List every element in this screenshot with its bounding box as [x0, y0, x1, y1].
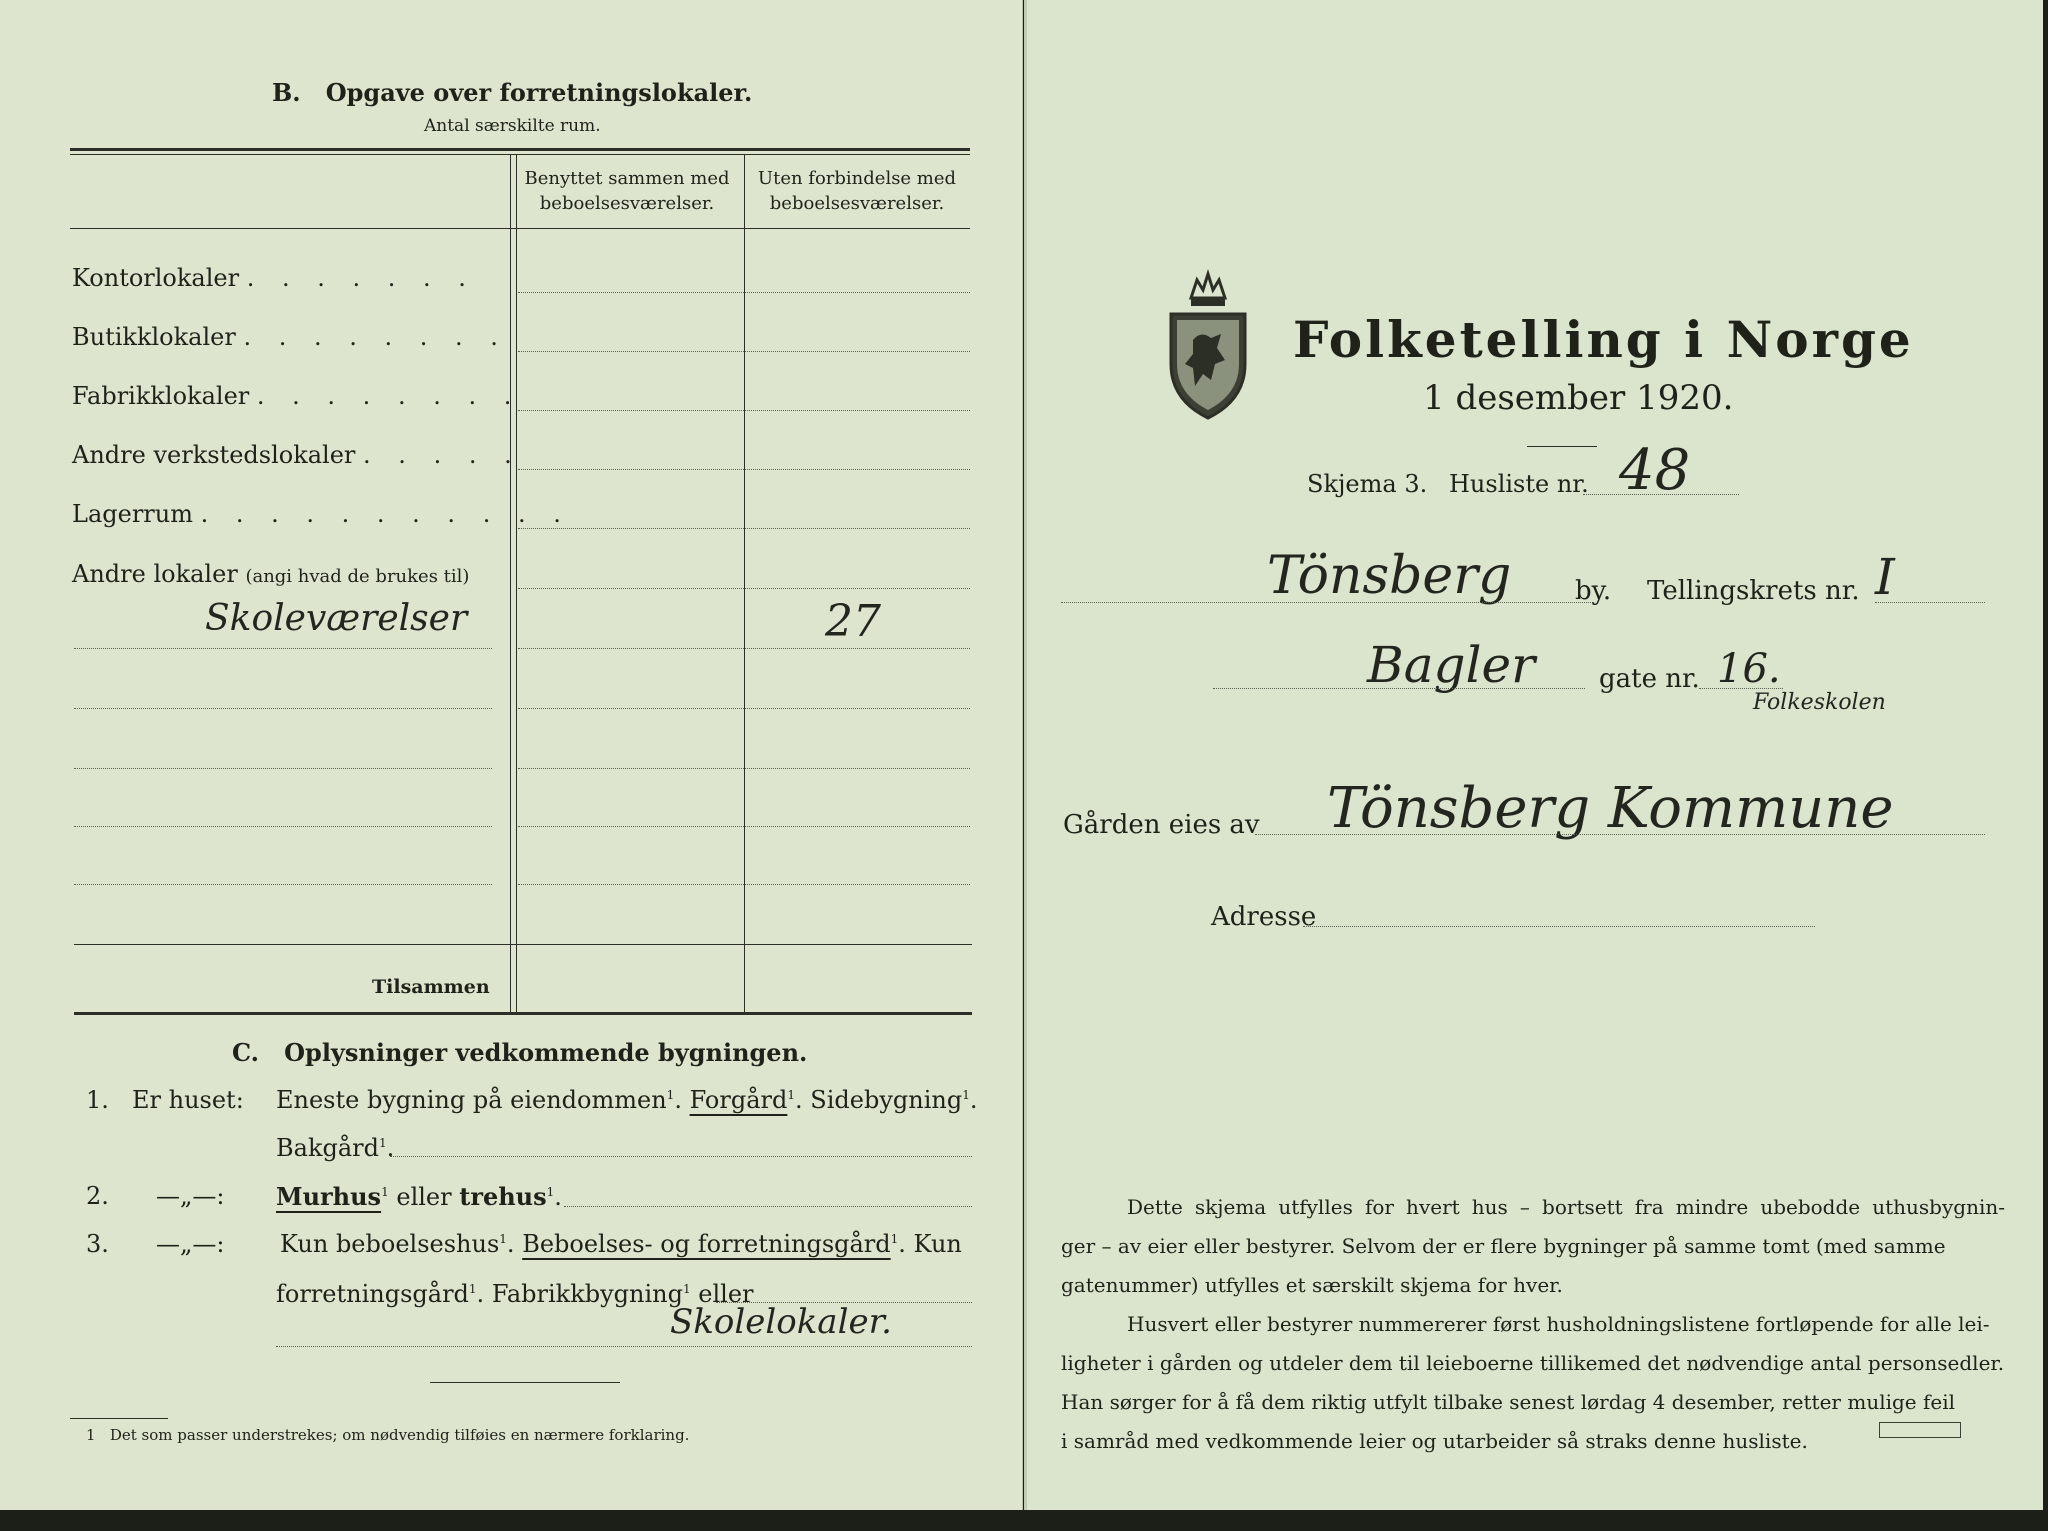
city-suffix: by.	[1575, 576, 1612, 606]
title-rule	[1527, 446, 1597, 447]
footnote-mark: 1	[381, 1185, 389, 1199]
left-page	[0, 0, 1023, 1510]
city-rule	[1061, 602, 1593, 603]
answer-rule	[564, 1206, 972, 1207]
column-header-2	[742, 168, 972, 214]
footnote-text: Det som passer understrekes; om nødvendig tilføies en nærmere forklaring.	[109, 1426, 690, 1444]
row-note: (angi hvad de brukes til)	[245, 566, 470, 587]
row-rule	[518, 469, 970, 470]
row-label: Fabrikklokaler	[72, 382, 250, 410]
question-2-label: —„—:	[156, 1182, 225, 1210]
row-fabrikklokaler	[72, 382, 521, 410]
footnote-mark: 1	[682, 1282, 691, 1296]
address-rule	[1303, 926, 1815, 927]
answer-rule	[390, 1156, 972, 1157]
instruction-line: ligheter i gården og utdeler dem til leieboerne tillikemed det nødvendige antal personsedler.	[1061, 1351, 2005, 1375]
row-rule	[518, 351, 970, 352]
instruction-line: i samråd med vedkommende leier og utarbeider så straks denne husliste.	[1061, 1429, 1808, 1453]
option-kun: Kun	[913, 1230, 962, 1258]
footnote-mark: 1	[787, 1088, 795, 1102]
column-header-2-line-1: Uten forbindelse med	[757, 168, 957, 189]
section-c-letter: C.	[232, 1038, 260, 1067]
row-rule	[518, 884, 970, 885]
row-rule	[518, 708, 970, 709]
question-1-label: Er huset:	[132, 1086, 244, 1114]
owner-handwritten: Tönsberg Kommune	[1327, 776, 1894, 841]
section-c-heading	[232, 1038, 807, 1067]
row-rule	[74, 826, 492, 827]
option-sidebygning: Sidebygning	[810, 1086, 963, 1114]
row-rule	[518, 528, 970, 529]
row-andre-verkstedslokaler	[72, 441, 522, 469]
other-count-handwritten: 27	[825, 596, 881, 647]
gate-number-handwritten: 16.	[1717, 646, 1781, 692]
question-3-number: 3.	[86, 1230, 109, 1258]
total-label: Tilsammen	[372, 976, 490, 998]
row-kontorlokaler	[72, 264, 476, 292]
leader-dots: . . . . .	[363, 441, 522, 469]
question-2-options: Murhus$^1$ eller trehus$^1$.	[276, 1182, 562, 1211]
question-1-options-line-2: Bakgård$^1$.	[276, 1134, 395, 1162]
form-title: Folketelling i Norge	[1293, 310, 1914, 369]
street-rule	[1213, 688, 1585, 689]
question-3-options: Kun beboelseshus$^1$. Beboelses- og forretningsgård$^1$. Kun	[280, 1230, 962, 1258]
section-end-rule	[430, 1382, 620, 1383]
other-entry-handwritten: Skoleværelser	[205, 598, 468, 639]
row-rule	[74, 648, 492, 649]
row-rule	[74, 708, 492, 709]
column-header-1-line-2: beboelsesværelser.	[539, 193, 715, 214]
husliste-label: Husliste nr.	[1449, 470, 1589, 498]
table-bottom-rule	[74, 1012, 972, 1015]
instruction-line: Dette skjema utfylles for hvert hus – bortsett fra mindre ubebodde uthusbygnin-	[1127, 1195, 2005, 1219]
footnote-mark: 1	[890, 1232, 899, 1246]
question-1-number: 1.	[86, 1086, 109, 1114]
option-separator: eller	[396, 1183, 452, 1211]
option-kun-beboelseshus: Kun beboelseshus	[280, 1230, 500, 1258]
row-rule	[518, 648, 970, 649]
row-rule	[518, 292, 970, 293]
footnote-rule	[70, 1418, 168, 1419]
krets-label: Tellingskrets nr.	[1647, 576, 1860, 606]
husliste-number-handwritten: 48	[1619, 438, 1691, 503]
building-type-handwritten: Skolelokaler.	[670, 1302, 892, 1342]
footnote-number: 1	[86, 1426, 96, 1444]
right-page	[1024, 0, 2043, 1510]
total-rule	[74, 944, 972, 945]
row-rule	[518, 588, 970, 589]
row-rule	[518, 768, 970, 769]
footnote-mark: 1	[962, 1088, 970, 1102]
section-c-title: Oplysninger vedkommende bygningen.	[284, 1038, 808, 1067]
row-label: Lagerrum	[72, 500, 193, 528]
owner-label: Gården eies av	[1063, 810, 1260, 840]
leader-dots: . . . . . . . .	[256, 382, 522, 410]
leader-dots: . . . . . . .	[246, 264, 476, 292]
leader-dots: . . . . . . . .	[243, 323, 508, 351]
footnote-mark: 1	[666, 1088, 675, 1102]
row-lagerrum	[72, 500, 571, 528]
krets-rule	[1875, 602, 1985, 603]
answer-rule	[276, 1346, 972, 1347]
question-2-number: 2.	[86, 1182, 109, 1210]
footnote	[86, 1426, 689, 1444]
owner-rule	[1255, 834, 1985, 835]
row-label: Kontorlokaler	[72, 264, 240, 292]
gate-label: gate nr.	[1599, 664, 1700, 694]
krets-number-handwritten: I	[1875, 548, 1895, 606]
row-rule	[518, 826, 970, 827]
row-rule	[518, 410, 970, 411]
table-top-rule-2	[70, 154, 970, 155]
section-b-title: Opgave over forretningslokaler.	[325, 78, 753, 107]
column-divider-1b	[516, 154, 517, 1012]
gate-note-handwritten: Folkeskolen	[1753, 690, 1886, 715]
option-bakgard: Bakgård	[276, 1134, 379, 1162]
column-divider-1	[510, 154, 511, 1012]
row-label: Andre verkstedslokaler	[72, 441, 356, 469]
leader-dots: . . . . . . . . . . .	[200, 500, 571, 528]
instruction-line: Han sørger for å få dem riktig utfylt tilbake senest lørdag 4 desember, retter mulige feil	[1061, 1390, 1956, 1414]
row-butikklokaler	[72, 323, 508, 351]
row-label: Butikklokaler	[72, 323, 236, 351]
option-beboelses-og-forretningsgard-underlined: Beboelses- og forretningsgård	[522, 1230, 891, 1258]
option-eneste-bygning: Eneste bygning på eiendommen	[276, 1086, 667, 1114]
option-forretningsgard: forretningsgård	[276, 1280, 469, 1308]
footnote-mark: 1	[468, 1282, 477, 1296]
footnote-mark: 1	[499, 1232, 507, 1246]
option-eller: eller	[698, 1280, 754, 1308]
section-b-heading	[272, 78, 752, 107]
question-3-options-line-2: forretningsgård$^1$. Fabrikkbygning$^1$ eller	[276, 1280, 754, 1308]
schema-label: Skjema 3.	[1307, 470, 1428, 498]
row-andre-lokaler	[72, 560, 469, 588]
form-date: 1 desember 1920.	[1423, 378, 1734, 418]
instruction-line: Husvert eller bestyrer nummererer først husholdningslistene fortløpende for alle lei-	[1127, 1312, 1990, 1336]
option-murhus-underlined: Murhus	[276, 1182, 382, 1211]
city-handwritten: Tönsberg	[1267, 546, 1512, 606]
address-label: Adresse	[1211, 902, 1317, 932]
option-trehus: trehus	[459, 1182, 547, 1211]
instruction-line: ger – av eier eller bestyrer. Selvom der er flere bygninger på samme tomt (med samme	[1061, 1234, 1946, 1258]
section-b-letter: B.	[272, 78, 301, 107]
question-1-options: Eneste bygning på eiendommen$^1$. Forgård$^1$. Sidebygning$^1$.	[276, 1086, 978, 1114]
column-header-1-line-1: Benyttet sammen med	[524, 168, 730, 189]
option-forgard-underlined: Forgård	[689, 1086, 788, 1114]
question-3-label: —„—:	[156, 1230, 225, 1258]
street-handwritten: Bagler	[1367, 636, 1536, 694]
printer-stamp-icon	[1879, 1422, 1961, 1438]
gate-rule	[1699, 688, 1783, 689]
instruction-line: gatenummer) utfylles et særskilt skjema for hver.	[1061, 1273, 1563, 1297]
row-label: Andre lokaler	[72, 560, 238, 588]
table-top-rule	[70, 148, 970, 151]
option-fabrikkbygning: Fabrikkbygning	[491, 1280, 683, 1308]
husliste-rule	[1583, 494, 1739, 495]
footnote-mark: 1	[379, 1136, 387, 1150]
row-rule	[74, 884, 492, 885]
section-b-subheading: Antal særskilte rum.	[424, 116, 601, 136]
instructions	[1061, 1188, 2005, 1461]
header-rule	[70, 228, 970, 229]
column-header-1	[518, 168, 736, 214]
row-rule	[74, 768, 492, 769]
footnote-mark: 1	[546, 1185, 555, 1199]
column-header-2-line-2: beboelsesværelser.	[769, 193, 945, 214]
norwegian-coat-of-arms-icon	[1163, 268, 1253, 420]
